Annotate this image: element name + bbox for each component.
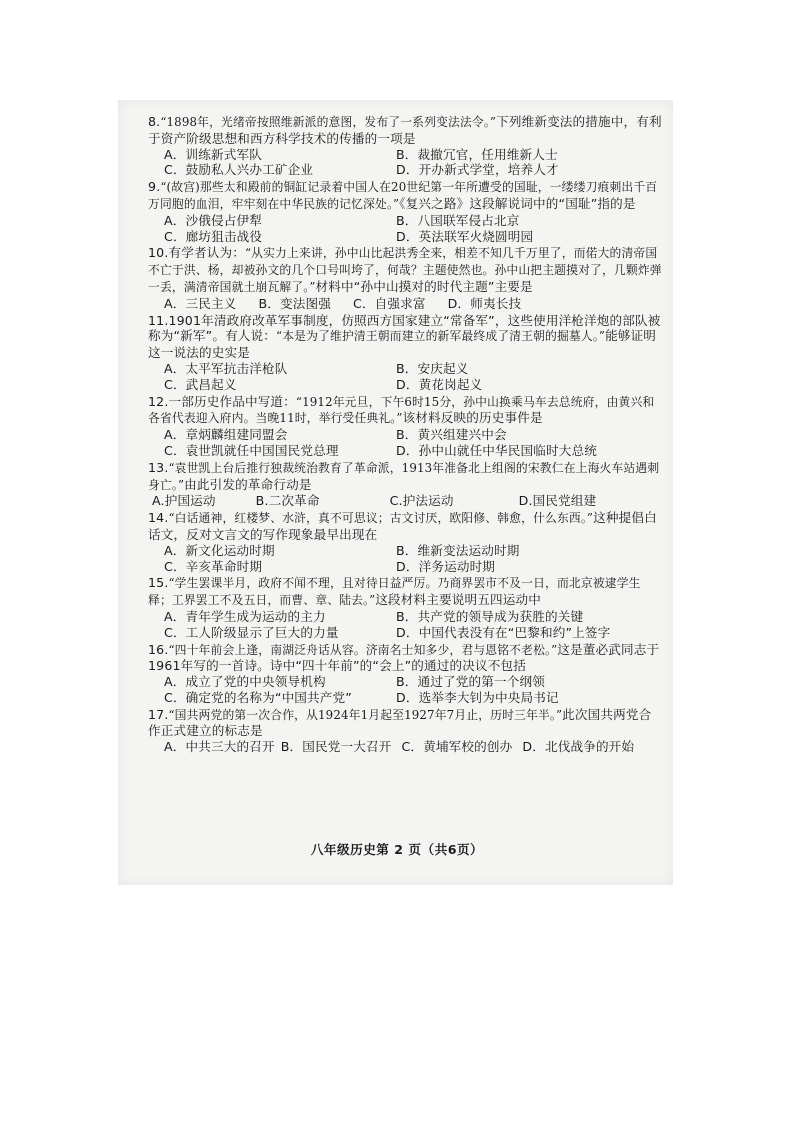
- options: [152, 493, 663, 509]
- option-d[interactable]: D．师夷长技: [447, 295, 522, 311]
- options: [164, 427, 663, 459]
- question-number: 17.: [148, 706, 169, 722]
- option-d[interactable]: D．黄花岗起义: [396, 376, 483, 392]
- question-quote: “白话通神，红楼梦、水浒，真不可思议；古文讨厌，欧阳修、韩愈，什么东西。”: [168, 511, 594, 526]
- question-11: [148, 313, 663, 361]
- options: [164, 674, 663, 706]
- question-quote: “学生罢课半月，政府不闻不理，且对待日益严厉。乃商界罢市不及一日，而北京被逮学生释；工界罢工不及五日，而曹、章、陆去。”: [148, 576, 641, 608]
- option-c[interactable]: C．自强求富: [353, 295, 426, 311]
- option-c[interactable]: C．确定党的名称为“中国共产党”: [164, 689, 352, 705]
- question-quote: “四十年前会上逢，南湖泛舟话从容。济南名士知多少，君与恩铭不老松。”: [168, 642, 558, 657]
- question-number: 12.: [148, 393, 169, 409]
- option-b[interactable]: B．裁撤冗官，任用维新人士: [396, 146, 558, 162]
- question-number: 11.: [148, 312, 169, 328]
- option-b[interactable]: B．国民党一大召开: [280, 739, 392, 755]
- options: [164, 296, 663, 312]
- options: [164, 147, 663, 179]
- option-a[interactable]: A．青年学生成为运动的主力: [164, 608, 326, 624]
- question-quote: “本是为了维护清王朝而建立的新军最终成了清王朝的掘墓人。”: [276, 329, 606, 344]
- option-d[interactable]: D．洋务运动时期: [396, 558, 496, 574]
- option-c[interactable]: C．袁世凯就任中国国民党总理: [164, 442, 339, 458]
- question-stem: 《复兴之路》这段解说词中的“国耻”指的是: [399, 195, 636, 211]
- question-16: [148, 642, 663, 675]
- option-b[interactable]: B．变法图强: [258, 295, 331, 311]
- question-number: 16.: [148, 641, 169, 657]
- question-stem: 此次国共两党合作正式建立的标志是: [148, 706, 652, 739]
- option-c[interactable]: C．武昌起义: [164, 376, 237, 392]
- question-15: [148, 575, 663, 609]
- question-14: [148, 510, 663, 543]
- option-c[interactable]: C.护法运动: [389, 493, 454, 509]
- question-quote: “从实力上来讲，孙中山比起洪秀全来，相差不知几千万里了，而偌大的清帝国不亡于洪、杨，却被孙文的几个口号叫垮了，何哉？主题使然也。孙中山把主题摸对了，几颗炸弹一丢，满清帝国就土崩瓦解了。”: [148, 246, 662, 294]
- question-stem: 这是董必武同志于1961年写的一首诗。诗中“四十年前”的“会上”的通过的决议不包括: [148, 641, 660, 674]
- option-d[interactable]: D．孙中山就任中华民国临时大总统: [396, 442, 598, 458]
- option-c[interactable]: C．廊坊狙击战役: [164, 228, 263, 244]
- question-number: 13.: [148, 459, 169, 475]
- question-9: [148, 179, 663, 213]
- option-a[interactable]: A．三民主义: [164, 295, 237, 311]
- option-a[interactable]: A．中共三大的召开: [164, 739, 275, 755]
- option-b[interactable]: B.二次革命: [255, 493, 320, 509]
- page-footer: 八年级历史第 2 页（共6页）: [310, 842, 484, 857]
- question-stem: 材料中“孙中山摸对的时代主题”主要是: [315, 278, 533, 294]
- question-number: 8.: [148, 114, 161, 129]
- options: [164, 543, 663, 575]
- question-8: [148, 114, 663, 147]
- question-stem: 由此引发的革命行动是: [184, 476, 312, 492]
- option-b[interactable]: B．安庆起义: [396, 360, 469, 376]
- option-c[interactable]: C．辛亥革命时期: [164, 558, 263, 574]
- question-quote: “1898年，光绪帝按照维新派的意图，发布了一系列变法法令。”: [160, 115, 497, 129]
- option-d[interactable]: D．英法联军火烧圆明园: [396, 228, 534, 244]
- question-10: [148, 245, 663, 295]
- option-b[interactable]: B．通过了党的第一个纲领: [396, 674, 545, 690]
- question-quote: “1912年元旦，下午6时15分，孙中山换乘马车去总统府，由黄兴和各省代表迎入府内。当晚11时，举行受任典礼。”: [148, 394, 655, 426]
- question-list: [148, 114, 663, 755]
- option-d[interactable]: D．中国代表没有在“巴黎和约”上签字: [396, 624, 611, 640]
- question-12: [148, 394, 663, 428]
- question-stem: 该材料反映的历史事件是: [402, 410, 543, 426]
- option-a[interactable]: A．成立了党的中央领导机构: [164, 674, 326, 690]
- option-a[interactable]: A．新文化运动时期: [164, 542, 275, 558]
- question-lead: 有学者认为：: [168, 245, 245, 261]
- option-a[interactable]: A.护国运动: [152, 493, 216, 509]
- options: [164, 361, 663, 393]
- question-number: 15.: [148, 575, 169, 591]
- question-17: [148, 707, 663, 740]
- option-c[interactable]: C．工人阶级显示了巨大的力量: [164, 624, 339, 640]
- question-stem: 下列维新变法的措施中，有利于资产阶级思想和西方科学技术的传播的一项是: [148, 114, 662, 146]
- question-stem: 能够证明这一说法的史实是: [148, 328, 657, 361]
- question-quote: “(故宫)那些太和殿前的铜缸记录着中国人在20世纪第一年所遭受的国耻，一缕缕刀痕刺出千百万同胞的血泪，牢牢刻在中华民族的记忆深处。”: [148, 180, 658, 211]
- option-b[interactable]: B．黄兴组建兴中会: [396, 427, 507, 443]
- question-stem: 这种提倡白话文，反对文言文的写作现象最早出现在: [148, 510, 657, 542]
- question-quote: “袁世凯上台后推行独裁统治教育了革命派，1913年准备北上组阁的宋教仁在上海火车站遇刺身亡。”: [148, 460, 660, 492]
- option-c[interactable]: C．黄埔军校的创办: [401, 739, 513, 755]
- question-13: [148, 460, 663, 494]
- question-number: 14.: [148, 510, 169, 526]
- option-d[interactable]: D．开办新式学堂，培养人才: [396, 162, 559, 178]
- option-a[interactable]: A．章炳麟组建同盟会: [164, 427, 288, 443]
- options: [164, 213, 663, 245]
- option-d[interactable]: D．北伐战争的开始: [522, 739, 635, 755]
- question-number: 9.: [148, 179, 161, 195]
- option-d[interactable]: D.国民党组建: [518, 493, 597, 509]
- question-stem: 这段材料主要说明五四运动中: [375, 592, 541, 608]
- option-b[interactable]: B．共产党的领导成为获胜的关键: [396, 608, 584, 624]
- question-lead: 一部历史作品中写道：: [168, 393, 296, 409]
- option-d[interactable]: D．选举李大钊为中央局书记: [396, 689, 559, 705]
- option-c[interactable]: C．鼓励私人兴办工矿企业: [164, 162, 314, 178]
- option-b[interactable]: B．维新变法运动时期: [396, 542, 520, 558]
- option-b[interactable]: B．八国联军侵占北京: [396, 212, 520, 228]
- option-a[interactable]: A．训练新式军队: [164, 146, 262, 162]
- question-number: 10.: [148, 245, 169, 261]
- option-a[interactable]: A．沙俄侵占伊犁: [164, 212, 262, 228]
- options: [164, 739, 663, 755]
- options: [164, 609, 663, 641]
- question-lead: 1901年清政府改革军事制度，仿照西方国家建立“常备军”，这些使用洋枪洋炮的部队被称为“新军”。有人说：: [148, 312, 661, 344]
- option-a[interactable]: A．太平军抗击洋枪队: [164, 360, 288, 376]
- question-quote: “国共两党的第一次合作，从1924年1月起至1927年7月止，历时三年半。”: [168, 707, 563, 722]
